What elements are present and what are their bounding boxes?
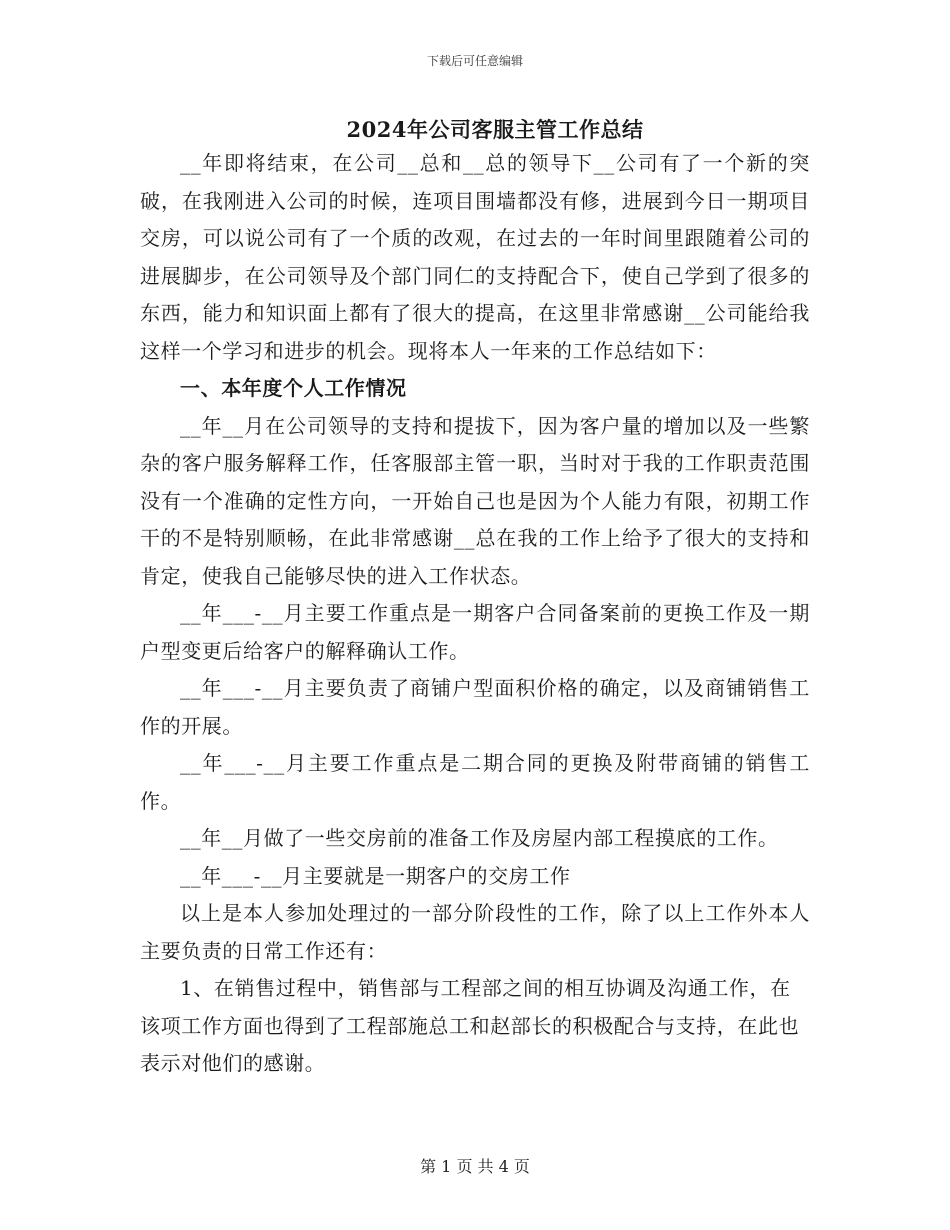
paragraph-intro: __年即将结束，在公司__总和__总的领导下__公司有了一个新的突破，在我刚进入公司的时候，连项目围墙都没有修，进展到今日一期项目交房，可以说公司有了一个质的改观，在过去的一年时间里跟随着公司的进展脚步，在公司领导及个部门同仁的支持配合下，使自己学到了很多的东西，能力和知识面上都有了很大的提高，在这里非常感谢__公司能给我这样一个学习和进步的机会。现将本人一年来的工作总结如下： <box>140 151 810 363</box>
paragraph: __年___-__月主要负责了商铺户型面积价格的确定，以及商铺销售工作的开展。 <box>140 676 810 738</box>
paragraph: __年___-__月主要就是一期客户的交房工作 <box>180 863 571 888</box>
header-note: 下载后可任意编辑 <box>426 54 523 68</box>
paragraph: 以上是本人参加处理过的一部分阶段性的工作，除了以上工作外本人主要负责的日常工作还有： <box>140 901 810 963</box>
page-number: 第 1 页 共 4 页 <box>420 1157 530 1176</box>
paragraph: __年__月做了一些交房前的准备工作及房屋内部工程摸底的工作。 <box>180 826 779 850</box>
paragraph: 1、在销售过程中，销售部与工程部之间的相互协调及沟通工作，在该项工作方面也得到了工程部施总工和赵部长的积极配合与支持，在此也表示对他们的感谢。 <box>140 976 800 1075</box>
paragraph: __年___-__月主要工作重点是一期客户合同备案前的更换工作及一期户型变更后给客户的解释确认工作。 <box>140 601 810 663</box>
paragraph: __年___-__月主要工作重点是二期合同的更换及附带商铺的销售工作。 <box>140 751 810 813</box>
document-title: 2024年公司客服主管工作总结 <box>346 117 644 142</box>
section-heading: 一、本年度个人工作情况 <box>180 376 407 400</box>
paragraph: __年__月在公司领导的支持和提拔下，因为客户量的增加以及一些繁杂的客户服务解释工作，任客服部主管一职，当时对于我的工作职责范围没有一个准确的定性方向，一开始自己也是因为个人能力有限，初期工作干的不是特别顺畅，在此非常感谢__总在我的工作上给予了很大的支持和肯定，使我自己能够尽快的进入工作状态。 <box>140 413 810 588</box>
document-body <box>140 145 810 1083</box>
